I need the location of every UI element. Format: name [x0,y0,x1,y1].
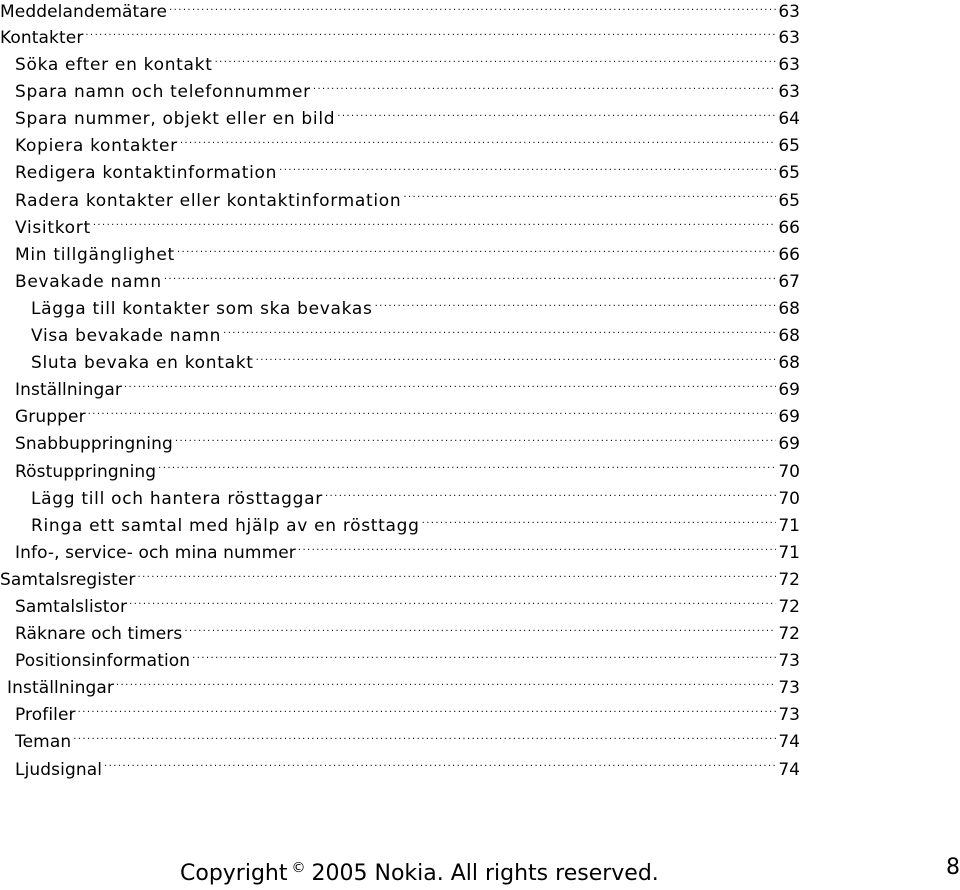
toc-entry-page: 68 [778,326,800,347]
toc-entry[interactable] [0,431,800,458]
toc-entry-page: 68 [778,298,800,319]
toc-entry-page: 69 [778,407,800,428]
toc-entry[interactable] [0,52,800,79]
toc-entry-page: 68 [778,353,800,374]
copyright-symbol-icon: © [291,860,306,876]
toc-entry-page: 69 [778,434,800,455]
toc-entry-page: 70 [778,461,800,482]
toc-entry-title: Inställningar [7,678,114,699]
toc-entry[interactable] [0,404,800,431]
toc-entry-page: 73 [778,651,800,672]
toc-entry[interactable] [0,242,800,269]
page-footer [180,852,960,884]
toc-entry[interactable] [0,729,800,756]
toc-entry-title: Positionsinformation [15,651,191,672]
toc-entry-page: 73 [778,678,800,699]
toc-entry-title: Sluta bevaka en kontakt [31,353,254,374]
toc-entry-title: Ringa ett samtal med hjälp av en rösttagg [31,515,420,536]
dot-leader [129,595,776,612]
dot-leader [104,758,776,775]
toc-entry[interactable] [0,323,800,350]
copyright-prefix: Copyright [180,861,288,886]
dot-leader [215,53,776,70]
dot-leader [85,26,776,43]
toc-entry[interactable] [0,106,800,133]
toc-entry[interactable] [0,594,800,621]
toc-entry-page: 63 [778,2,800,22]
toc-entry-page: 63 [778,82,800,103]
page-number: 8 [946,855,960,880]
toc-entry-title: Teman [15,732,72,753]
toc-entry[interactable] [0,215,800,242]
copyright-suffix: 2005 Nokia. All rights reserved. [311,861,659,886]
dot-leader [375,297,776,314]
dot-leader [124,378,776,395]
toc-entry-title: Bevakade namn [15,271,162,292]
toc-entry-page: 73 [778,705,800,726]
toc-entry-page: 65 [778,136,800,157]
toc-entry-title: Söka efter en kontakt [15,55,213,76]
toc-entry[interactable] [0,702,800,729]
toc-entry-title: Spara namn och telefonnummer [15,82,311,103]
toc-entry-page: 71 [778,515,800,536]
dot-leader [78,703,776,720]
toc-entry-title: Kopiera kontakter [15,136,178,157]
dot-leader [116,676,776,693]
toc-entry-page: 70 [778,488,800,509]
dot-leader [279,161,776,178]
toc-entry-title: Redigera kontaktinformation [15,163,278,184]
dot-leader [169,0,776,17]
toc-entry[interactable] [0,513,800,540]
toc-entry-title: Kontakter [0,28,84,48]
toc-entry-title: Grupper [15,407,86,428]
dot-leader [73,730,776,747]
toc-entry-title: Samtalslistor [15,596,128,617]
toc-entry-page: 74 [778,759,800,780]
dot-leader [175,432,776,449]
dot-leader [403,189,776,206]
toc-entry-page: 65 [778,190,800,211]
dot-leader [138,568,777,585]
dot-leader [325,487,776,504]
toc-entry[interactable] [0,296,800,323]
toc-entry[interactable] [0,621,800,648]
toc-entry-title: Visitkort [15,217,91,238]
toc-entry-title: Min tillgänglighet [15,244,175,265]
toc-entry-title: Ljudsignal [15,759,103,780]
toc-entry[interactable] [0,350,800,377]
dot-leader [88,405,776,422]
dot-leader [298,541,776,558]
toc-entry-page: 72 [778,624,800,645]
toc-entry[interactable] [0,459,800,486]
toc-entry[interactable] [0,160,800,187]
toc-entry[interactable] [0,540,800,567]
toc-entry[interactable] [0,757,800,784]
toc-entry-page: 63 [778,28,800,48]
toc-entry-page: 66 [778,244,800,265]
toc-entry-title: Snabbuppringning [15,434,173,455]
toc-entry[interactable] [0,133,800,160]
toc-entry-title: Profiler [15,705,76,726]
dot-leader [177,243,776,260]
dot-leader [184,622,776,639]
toc-entry[interactable] [0,377,800,404]
toc-entry-title: Inställningar [15,380,122,401]
toc-entry-title: Meddelandemätare [0,2,168,22]
toc-entry-title: Lägg till och hantera rösttaggar [31,488,323,509]
dot-leader [422,514,776,531]
toc-entry-page: 67 [778,271,800,292]
dot-leader [256,351,776,368]
toc-entry-title: Info-, service- och mina nummer [15,542,296,563]
dot-leader [337,107,776,124]
toc-entry[interactable] [0,0,800,25]
dot-leader [93,216,776,233]
toc-entry-page: 64 [778,109,800,130]
dot-leader [313,80,776,97]
toc-entry-title: Visa bevakade namn [31,326,222,347]
copyright-notice [180,852,659,890]
toc-entry-title: Radera kontakter eller kontaktinformation [15,190,402,211]
dot-leader [180,134,776,151]
toc-entry[interactable] [0,188,800,215]
dot-leader [223,324,776,341]
dot-leader [158,460,776,477]
toc-entry-title: Lägga till kontakter som ska bevakas [31,298,373,319]
toc-entry-title: Spara nummer, objekt eller en bild [15,109,336,130]
toc-entry[interactable] [0,269,800,296]
toc-entry[interactable] [0,648,800,675]
toc-entry-page: 69 [778,380,800,401]
toc-entry-page: 65 [778,163,800,184]
toc-entry-page: 72 [778,569,800,590]
toc-entry-page: 72 [778,596,800,617]
toc-entry-page: 66 [778,217,800,238]
toc-entry-title: Röstuppringning [15,461,157,482]
toc-entry[interactable] [0,79,800,106]
toc-entry-title: Räknare och timers [15,624,183,645]
toc-entry[interactable] [0,567,800,594]
toc-entry-page: 74 [778,732,800,753]
toc-entry[interactable] [0,675,800,702]
toc-entry-page: 63 [778,55,800,76]
toc-entry-title: Samtalsregister [0,569,136,590]
toc-entry[interactable] [0,486,800,513]
toc-entry-page: 71 [778,542,800,563]
toc-entry[interactable] [0,25,800,52]
dot-leader [164,270,776,287]
dot-leader [192,649,776,666]
